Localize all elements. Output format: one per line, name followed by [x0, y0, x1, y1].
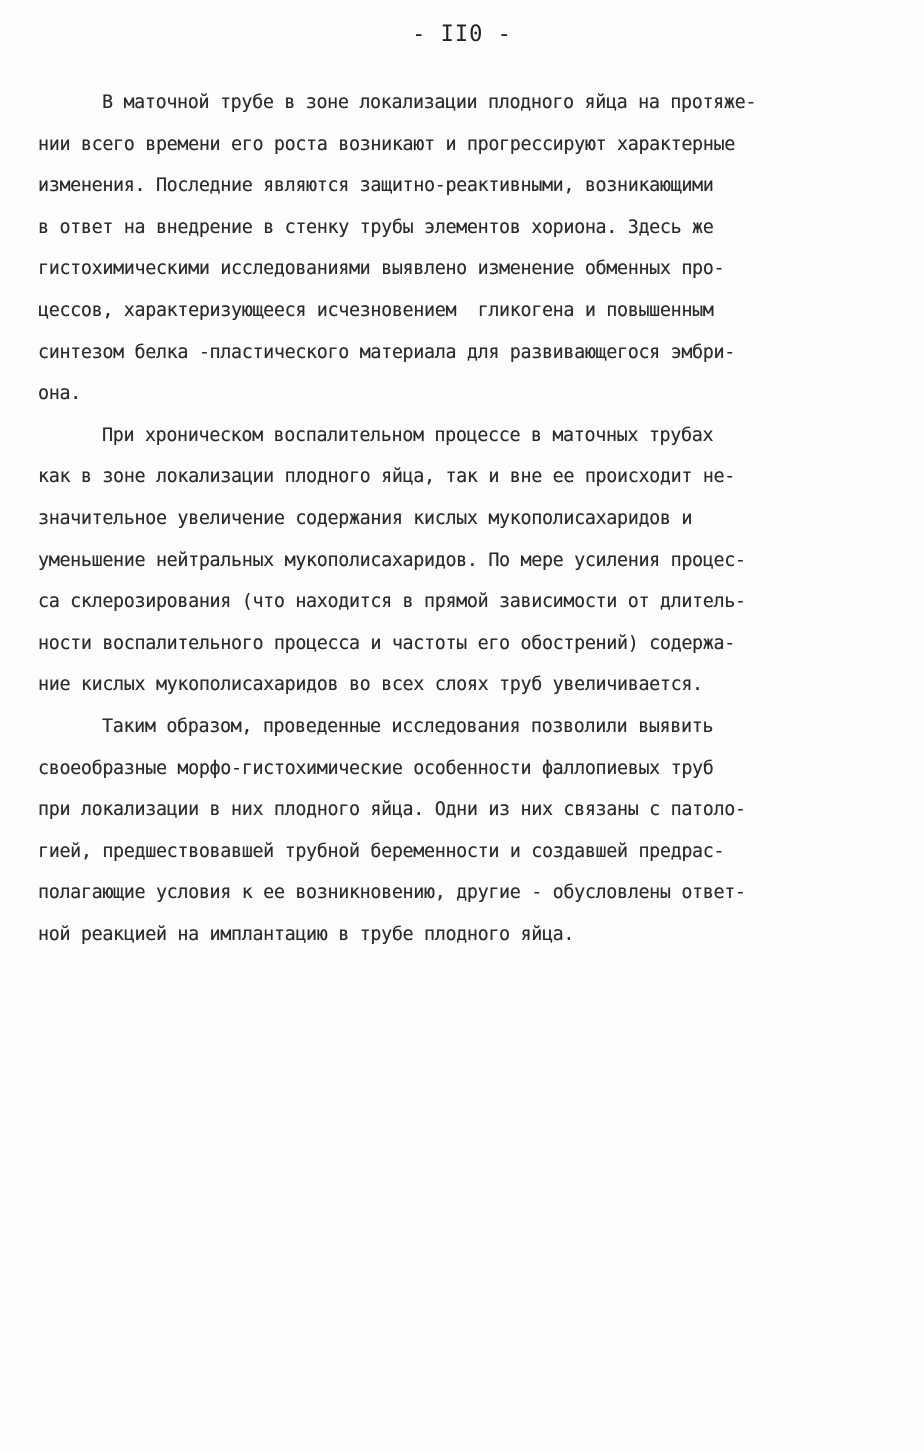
text-line: своеобразные морфо-гистохимические особенности фаллопиевых труб: [38, 757, 714, 779]
text-line: ности воспалительного процесса и частоты его обострений) содержа-: [38, 632, 735, 654]
text-line: значительное увеличение содержания кислых мукополисахаридов и: [38, 507, 693, 529]
text-line: ние кислых мукополисахаридов во всех слоях труб увеличивается.: [38, 674, 703, 696]
text-line: в ответ на внедрение в стенку трубы элементов хориона. Здесь же: [38, 216, 714, 238]
paragraph-2: [38, 415, 888, 706]
text-line: са склерозирования (что находится в прямой зависимости от длитель-: [38, 591, 746, 613]
paragraph-1: [38, 82, 888, 415]
document-body: [38, 82, 888, 955]
text-line: полагающие условия к ее возникновению, другие - обусловлены ответ-: [38, 882, 746, 904]
text-line: Таким образом, проведенные исследования позволили выявить: [102, 715, 714, 737]
text-line: В маточной трубе в зоне локализации плодного яйца на протяже-: [102, 92, 757, 113]
text-line: цессов, характеризующееся исчезновением гликогена и повышенным: [38, 299, 714, 321]
text-line: гистохимическими исследованиями выявлено изменение обменных про-: [38, 258, 725, 280]
text-line: ной реакцией на имплантацию в трубе плодного яйца.: [38, 923, 575, 945]
text-line: уменьшение нейтральных мукополисахаридов. По мере усиления процес-: [38, 549, 746, 571]
text-line: как в зоне локализации плодного яйца, так и вне ее происходит не-: [38, 466, 735, 488]
paragraph-3: [38, 706, 888, 956]
text-line: она.: [38, 383, 81, 405]
text-line: При хроническом воспалительном процессе в маточных трубах: [102, 424, 714, 446]
text-line: изменения. Последние являются защитно-реактивными, возникающими: [38, 175, 714, 197]
page-number: - II0 -: [412, 22, 512, 47]
text-line: синтезом белка -пластического материала для развивающегося эмбри-: [38, 341, 735, 363]
text-line: нии всего времени его роста возникают и прогрессируют характерные: [38, 133, 735, 155]
text-line: гией, предшествовавшей трубной беременности и создавшей предрас-: [38, 840, 725, 862]
text-line: при локализации в них плодного яйца. Одни из них связаны с патоло-: [38, 799, 746, 821]
